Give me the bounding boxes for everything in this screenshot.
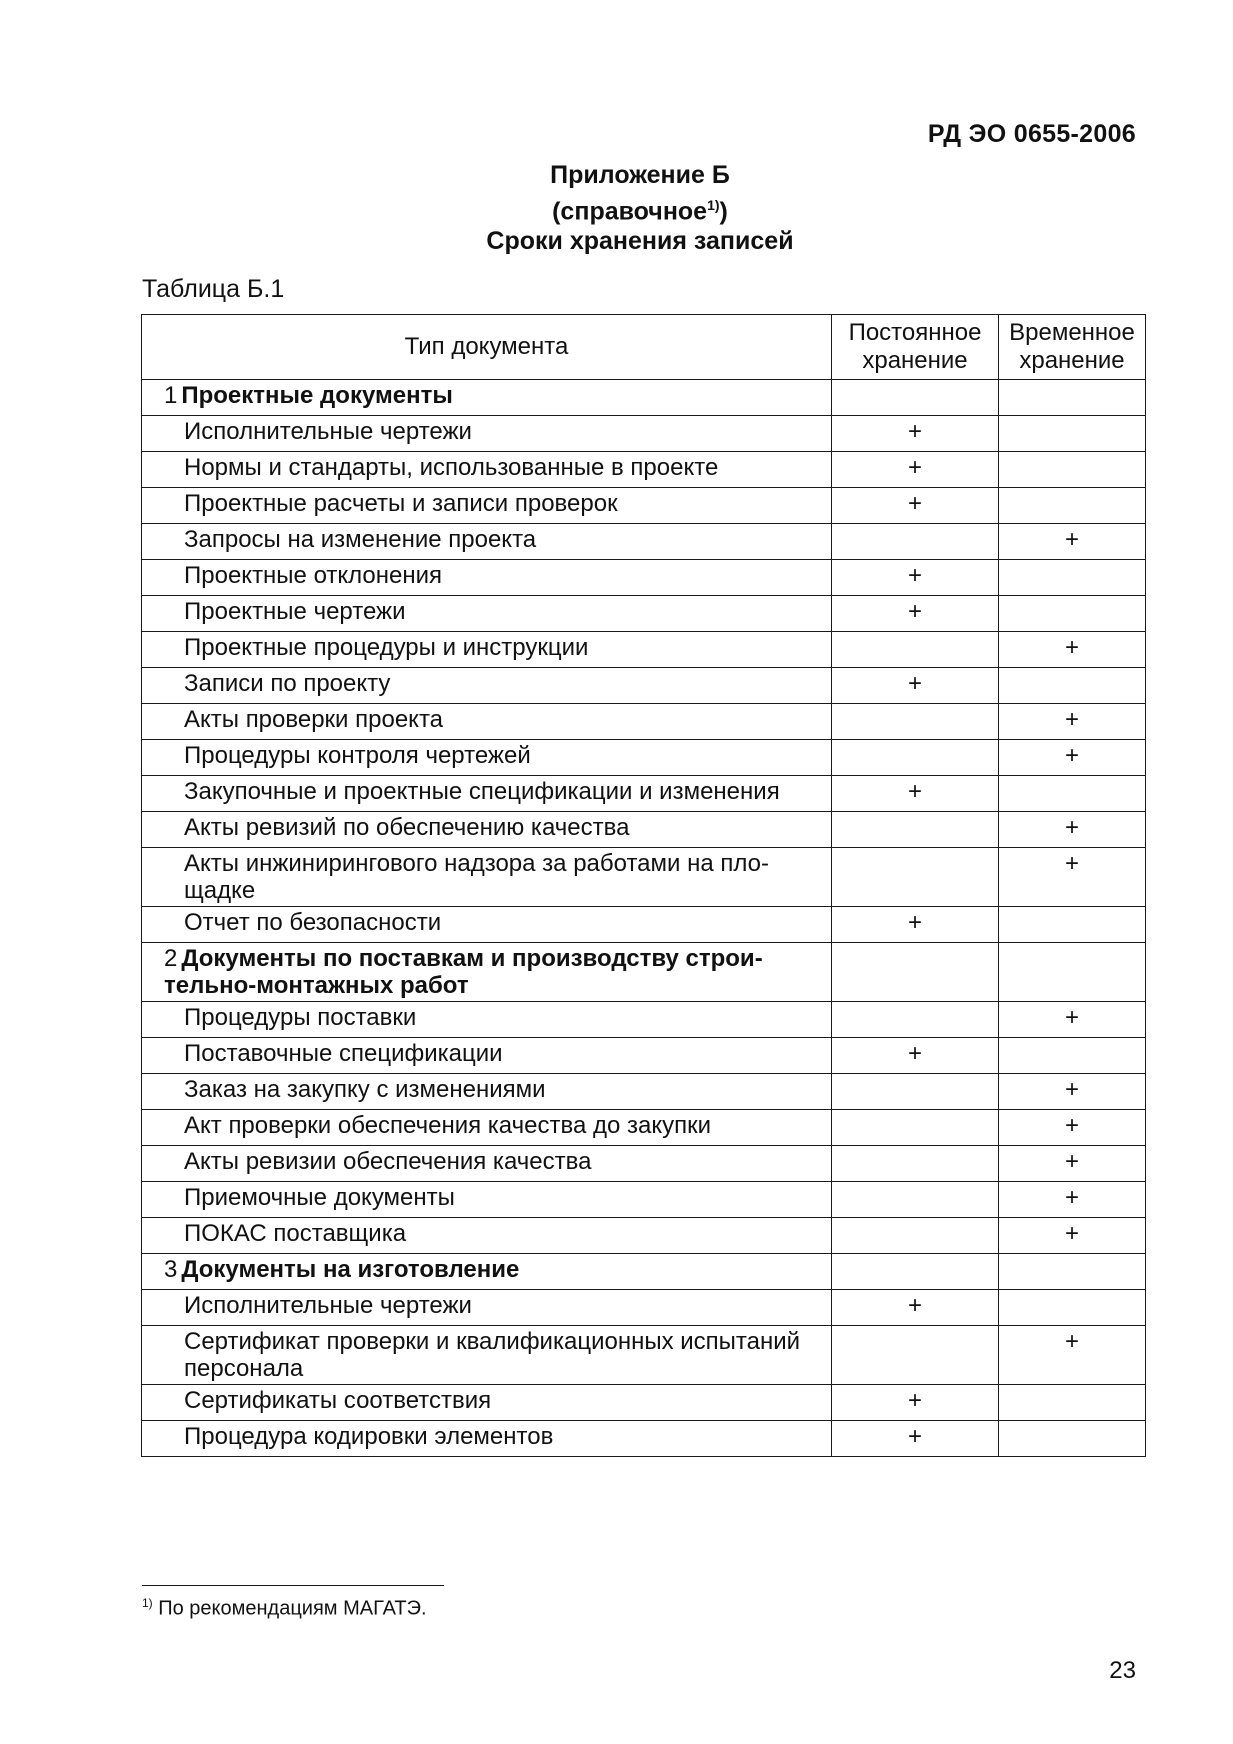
document-type-cell: Исполнительные чертежи xyxy=(142,416,832,452)
permanent-cell xyxy=(832,740,999,776)
table-row xyxy=(142,1074,1146,1110)
table-row xyxy=(142,560,1146,596)
footnote xyxy=(142,1596,427,1621)
permanent-cell: + xyxy=(832,416,999,452)
permanent-cell: + xyxy=(832,452,999,488)
permanent-cell: + xyxy=(832,1290,999,1326)
document-code: РД ЭО 0655-2006 xyxy=(927,120,1136,148)
table-row xyxy=(142,452,1146,488)
temporary-cell: + xyxy=(999,1218,1146,1254)
section-number: 3 xyxy=(164,1256,178,1283)
document-type-cell: Проектные процедуры и инструкции xyxy=(142,632,832,668)
temporary-cell xyxy=(999,380,1146,416)
section-title-cell xyxy=(142,380,832,416)
table-row xyxy=(142,596,1146,632)
document-type-cell: Акты ревизий по обеспечению качества xyxy=(142,812,832,848)
section-title: Проектные документы xyxy=(181,382,453,409)
temporary-cell: + xyxy=(999,1110,1146,1146)
table-row xyxy=(142,1002,1146,1038)
permanent-cell xyxy=(832,1110,999,1146)
permanent-cell: + xyxy=(832,907,999,943)
temporary-cell xyxy=(999,668,1146,704)
annex-type xyxy=(0,190,1233,226)
permanent-cell xyxy=(832,812,999,848)
permanent-cell: + xyxy=(832,1421,999,1457)
temporary-cell: + xyxy=(999,812,1146,848)
document-type-cell: Акты инжинирингового надзора за работами на пло- щадке xyxy=(142,848,832,907)
temporary-cell xyxy=(999,907,1146,943)
document-type-cell: ПОКАС поставщика xyxy=(142,1218,832,1254)
annex-type-text: (справочное xyxy=(552,197,708,226)
permanent-cell xyxy=(832,1146,999,1182)
temporary-cell: + xyxy=(999,704,1146,740)
document-type-cell: Процедуры контроля чертежей xyxy=(142,740,832,776)
permanent-cell xyxy=(832,524,999,560)
annex-subject: Сроки хранения записей xyxy=(486,227,794,256)
permanent-cell xyxy=(832,1326,999,1385)
table-row xyxy=(142,1421,1146,1457)
temporary-cell: + xyxy=(999,1182,1146,1218)
section-row xyxy=(142,380,1146,416)
document-type-cell: Акты ревизии обеспечения качества xyxy=(142,1146,832,1182)
section-title-cell xyxy=(142,1254,832,1290)
document-type-cell: Заказ на закупку с изменениями xyxy=(142,1074,832,1110)
permanent-cell xyxy=(832,632,999,668)
document-type-cell: Проектные чертежи xyxy=(142,596,832,632)
section-title-cell xyxy=(142,943,832,1002)
page-number: 23 xyxy=(1109,1657,1136,1684)
table-row xyxy=(142,1110,1146,1146)
permanent-cell xyxy=(832,1002,999,1038)
table-row xyxy=(142,416,1146,452)
table-row xyxy=(142,740,1146,776)
table-row xyxy=(142,1182,1146,1218)
temporary-cell xyxy=(999,776,1146,812)
permanent-cell xyxy=(832,380,999,416)
header-document-type: Тип документа xyxy=(142,315,832,380)
permanent-cell: + xyxy=(832,596,999,632)
document-type-cell: Запросы на изменение проекта xyxy=(142,524,832,560)
permanent-cell xyxy=(832,943,999,1002)
document-type-cell: Процедуры поставки xyxy=(142,1002,832,1038)
temporary-cell xyxy=(999,488,1146,524)
table-row xyxy=(142,1146,1146,1182)
annex-title: Приложение Б xyxy=(550,161,730,189)
permanent-cell xyxy=(832,1074,999,1110)
temporary-cell xyxy=(999,1038,1146,1074)
section-title: Документы на изготовление xyxy=(181,1256,520,1283)
document-type-cell: Отчет по безопасности xyxy=(142,907,832,943)
table-row xyxy=(142,848,1146,907)
section-number: 2 xyxy=(164,945,178,972)
table-row xyxy=(142,1326,1146,1385)
footnote-mark: 1) xyxy=(142,1596,153,1610)
temporary-cell: + xyxy=(999,524,1146,560)
permanent-cell: + xyxy=(832,668,999,704)
table-row xyxy=(142,668,1146,704)
temporary-cell xyxy=(999,1254,1146,1290)
section-number: 1 xyxy=(164,382,178,409)
temporary-cell xyxy=(999,596,1146,632)
document-type-cell: Сертификат проверки и квалификационных испытаний персонала xyxy=(142,1326,832,1385)
permanent-cell xyxy=(832,1218,999,1254)
permanent-cell: + xyxy=(832,1038,999,1074)
permanent-cell: + xyxy=(832,1385,999,1421)
section-row xyxy=(142,943,1146,1002)
table-row xyxy=(142,907,1146,943)
document-type-cell: Приемочные документы xyxy=(142,1182,832,1218)
permanent-cell: + xyxy=(832,488,999,524)
temporary-cell xyxy=(999,943,1146,1002)
temporary-cell: + xyxy=(999,1326,1146,1385)
temporary-cell xyxy=(999,452,1146,488)
document-type-cell: Проектные отклонения xyxy=(142,560,832,596)
table-header-row xyxy=(142,315,1146,380)
temporary-cell xyxy=(999,1421,1146,1457)
table-row xyxy=(142,776,1146,812)
document-type-cell: Записи по проекту xyxy=(142,668,832,704)
header-temporary: Временное хранение xyxy=(999,315,1146,380)
temporary-cell: + xyxy=(999,740,1146,776)
footnote-text: По рекомендациям МАГАТЭ. xyxy=(152,1597,427,1620)
table-row xyxy=(142,488,1146,524)
temporary-cell: + xyxy=(999,1002,1146,1038)
section-title: Документы по поставкам и производству строи- тельно-монтажных работ xyxy=(164,945,763,999)
document-type-cell: Проектные расчеты и записи проверок xyxy=(142,488,832,524)
document-type-cell: Закупочные и проектные спецификации и изменения xyxy=(142,776,832,812)
section-row xyxy=(142,1254,1146,1290)
document-type-cell: Акт проверки обеспечения качества до закупки xyxy=(142,1110,832,1146)
table-row xyxy=(142,704,1146,740)
table-row xyxy=(142,1385,1146,1421)
records-retention-table xyxy=(141,314,1146,1457)
permanent-cell: + xyxy=(832,560,999,596)
table-row xyxy=(142,1038,1146,1074)
temporary-cell xyxy=(999,1290,1146,1326)
document-type-cell: Сертификаты соответствия xyxy=(142,1385,832,1421)
footnote-ref: 1) xyxy=(707,197,720,213)
temporary-cell: + xyxy=(999,632,1146,668)
table-caption: Таблица Б.1 xyxy=(142,275,285,303)
footnote-divider xyxy=(142,1585,444,1586)
temporary-cell: + xyxy=(999,1074,1146,1110)
temporary-cell xyxy=(999,1385,1146,1421)
document-type-cell: Поставочные спецификации xyxy=(142,1038,832,1074)
permanent-cell xyxy=(832,1182,999,1218)
temporary-cell xyxy=(999,416,1146,452)
table-row xyxy=(142,1218,1146,1254)
temporary-cell xyxy=(999,560,1146,596)
table-row xyxy=(142,632,1146,668)
annex-heading xyxy=(0,160,1233,256)
temporary-cell: + xyxy=(999,848,1146,907)
document-type-cell: Нормы и стандарты, использованные в проекте xyxy=(142,452,832,488)
document-type-cell: Процедура кодировки элементов xyxy=(142,1421,832,1457)
header-permanent: Постоянное хранение xyxy=(832,315,999,380)
permanent-cell xyxy=(832,704,999,740)
annex-type-close: ) xyxy=(719,197,728,226)
document-type-cell: Акты проверки проекта xyxy=(142,704,832,740)
table-row xyxy=(142,524,1146,560)
table-row xyxy=(142,812,1146,848)
temporary-cell: + xyxy=(999,1146,1146,1182)
document-type-cell: Исполнительные чертежи xyxy=(142,1290,832,1326)
table-body xyxy=(142,380,1146,1457)
table-row xyxy=(142,1290,1146,1326)
permanent-cell xyxy=(832,1254,999,1290)
permanent-cell: + xyxy=(832,776,999,812)
permanent-cell xyxy=(832,848,999,907)
